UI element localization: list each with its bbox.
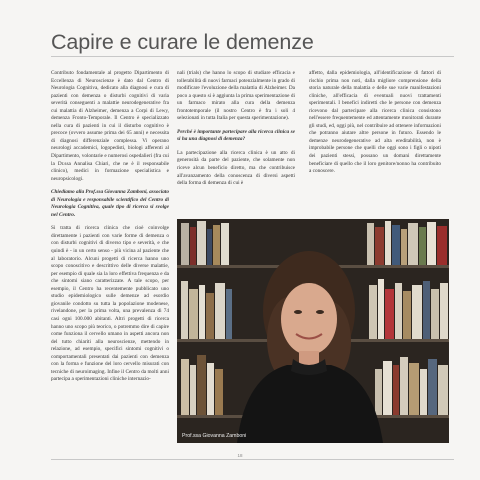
paragraph: La partecipazione alla ricerca clinica è un atto di generosità da parte del paziente, che solamente non riceve alcun beneficio diretto, ma che contribuisce all'avanzamento della conoscenza di diversi aspetti della forma di demenza di cui è (177, 149, 295, 187)
title-divider (51, 56, 454, 57)
footer-divider (51, 459, 454, 460)
text-column-1 (51, 70, 169, 390)
text-column-2 (177, 70, 295, 218)
paragraph: nali (trials) che hanno lo scopo di studiare efficacia e tollerabilità di nuovi farmaci potenzialmente in grado di modificare l'evoluzione della malattia di Alzheimer. Da poco a questo si è aggiunta la prima sperimentazione di un farmaco mirato alla cura della demenza frontotemporale (il nostro Centro è fra i soli 4 selezionati in tutta Italia per questa sperimentazione). (177, 70, 295, 122)
page-number: 18 (237, 453, 243, 458)
paragraph: affetto, dalla epidemiologia, all'identificazione di fattori di rischio prima non noti, dalla migliore comprensione della storia naturale della malattia e delle sue varie manifestazioni cliniche, all'efficacia di eventuali nuovi trattamenti sperimentali. I benefici indiretti che le persone con demenza ricevono dal partecipare alla ricerca clinica consistono nell'essere frequentemente ed attentamente monitorati durante gli studi, ed, oggi più, nel contribuire ad ottenere informazioni che potranno aiutare altre persone in futuro. Essendo le demenze neurodegenerative ad alta ereditabilità, non è improbabile persone che quelli che oggi sono i figli o nipoti dei pazienti stessi, possano un domani direttamente beneficiare di quello che il loro genitore/nonno ha contribuito a conoscere. (309, 70, 441, 175)
photo-caption: Prof.ssa Giovanna Zamboni (182, 433, 247, 439)
paragraph: Si tratta di ricerca clinica che cioè coinvolge direttamente i pazienti con varie forme di demenza o con disturbi cognitivi di diverso tipo e severità, e che quindi è - in un certo senso - più vicina al paziente che al laboratorio. Alcuni progetti di ricerca hanno uno scopo conoscitivo e descrittivo delle diverse malattie, per esempio di quale sia la loro effettiva frequenza e da che sintomi siano caratterizzate. A tale scopo, per esempio, il Centro ha recentemente pubblicato uno studio epidemiologico sulle demenze ad esordio giovanile condotto su tutta la popolazione modenese, rivelandone, per la prima volta, una prevalenza di 74 casi ogni 100.000 abitanti. Altri progetti di ricerca hanno uno scopo più teorico, o potremmo dire di capire come funziona il cervello umano in aspetti ancora non del tutto chiariti alla neuroscienze, mettendo in relazione, ad esempio, specifici sintomi cognitivi o comportamentali presentati dai pazienti con demenza con la forma e funzione del loro cervello misurati con tecniche di neuroimaging. Infine il Centro da molti anni partecipa a sperimentazioni cliniche internazio- (51, 225, 169, 383)
paragraph: Contributo fondamentale al progetto Dipartimento di Eccellenza di Neuroscienze è dato dal Centro di Neurologia Cognitiva, dedicato alla diagnosi e cura di pazienti con demenza o disturbi cognitivi di varia severità conseguenti a malattie neurodegenerative fra cui malattia di Alzheimer, demenza a Corpi di Lewy, demenza Fronto-Temporale. Il Centro è specializzato nella cura di pazienti in cui il disturbo cognitivo è precoce (ovvero assume prima dei 65 anni) e necessita di diagnosi differenziale complessa. Vi operano neurologi accademici, logopedisti, biologi afferenti al Dipartimento, volontarie e numerosi ospedalieri (fra cui la Dr.ssa Annalisa Chiari, che ne è il responsabile clinico), medici in formazione specialistica e neuropsicologi. (51, 70, 169, 182)
interview-question: Perché è importante partecipare alla ricerca clinica se si ha una diagnosi di demenza? (177, 128, 295, 143)
portrait-photo (177, 219, 449, 443)
interview-question: Chiediamo alla Prof.ssa Giovanna Zamboni, associato di Neurologia e responsabile scientifico del Centro di Neurologia Cognitiva, quale tipo di ricerca si svolge nel Centro. (51, 189, 169, 218)
text-column-3 (309, 70, 441, 218)
bookshelf-portrait-image (177, 219, 449, 443)
article-title: Capire e curare le demenze (51, 30, 314, 54)
